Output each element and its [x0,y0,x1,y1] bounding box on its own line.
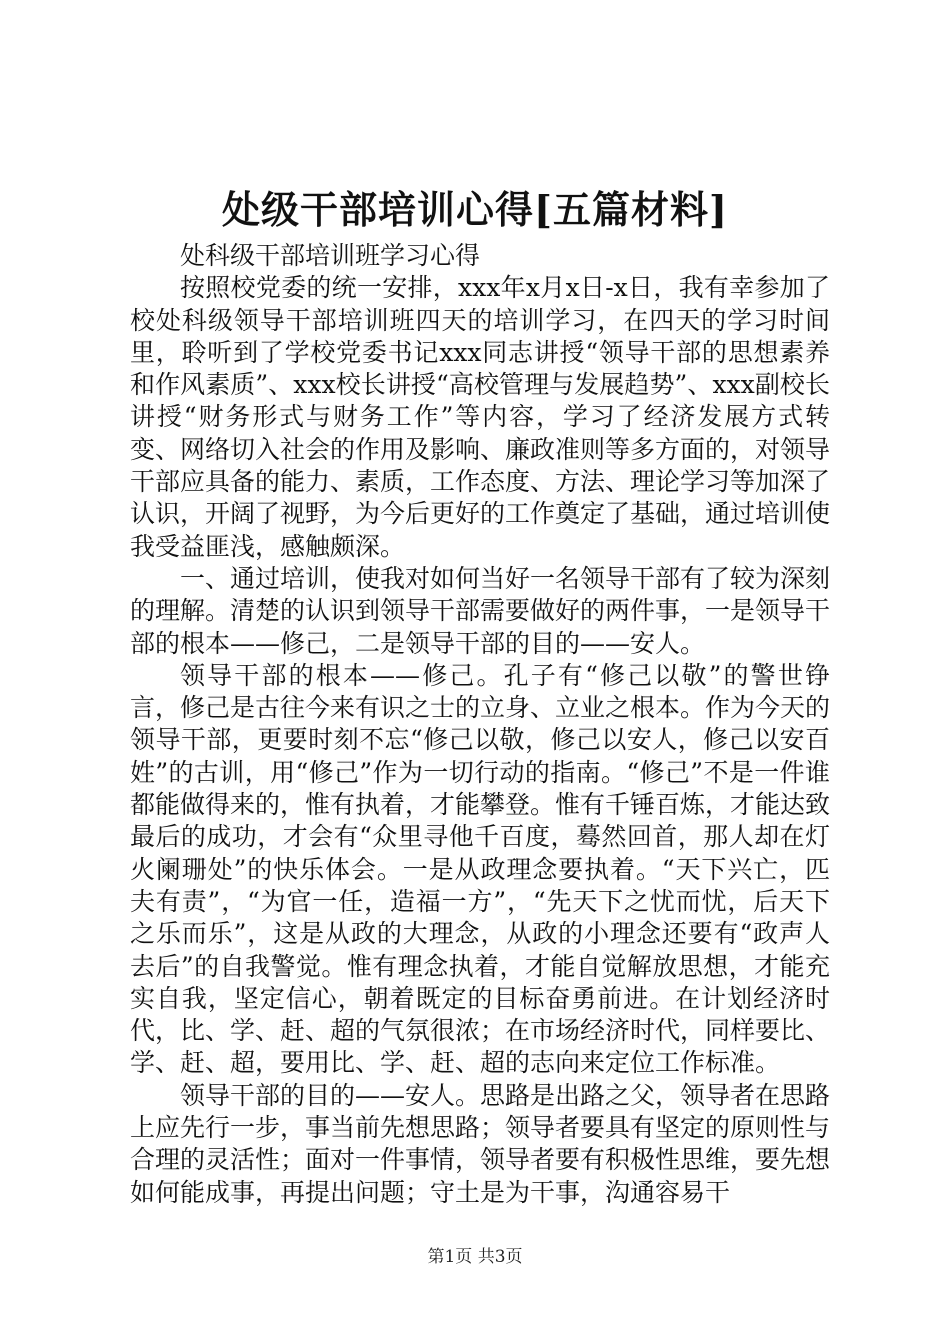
page-number-footer: 第1页 共3页 [427,1247,523,1267]
paragraph-subtitle: 处科级干部培训班学习心得 [180,241,481,270]
paragraph-self-cultivation: 领导干部的根本——修己。孔子有“修己以敬”的警世铮言，修己是古往今来有识之士的立身、立业之根本。作为今天的领导干部，更要时刻不忘“修己以敬，修己以安人，修己以安百姓”的古训，用“修己”作为一切行动的指南。“修己”不是一件谁都能做得来的，惟有执着，才能攀登。惟有千锤百炼，才能达致最后的成功，才会有“众里寻他千百度，蓦然回首，那人却在灯火阑珊处”的快乐体会。一是从政理念要执着。“天下兴亡，匹夫有责”，“为官一任，造福一方”，“先天下之忧而忧，后天下之乐而乐”，这是从政的大理念，从政的小理念还要有“政声人去后”的自我警觉。惟有理念执着，才能自觉解放思想，才能充实自我，坚定信心，朝着既定的目标奋勇前进。在计划经济时代，比、学、赶、超的气氛很浓；在市场经济时代，同样要比、学、赶、超，要用比、学、赶、超的志向来定位工作标准。 [130,660,831,1078]
document-title: 处级干部培训心得[五篇材料] [222,187,728,232]
document-body [130,240,830,1209]
paragraph-section-one: 一、通过培训，使我对如何当好一名领导干部有了较为深刻的理解。清楚的认识到领导干部需要做好的两件事，一是领导干部的根本——修己，二是领导干部的目的——安人。 [130,563,831,658]
paragraph-intro: 按照校党委的统一安排，xxx年x月x日-x日，我有幸参加了校处科级领导干部培训班四天的培训学习，在四天的学习时间里，聆听到了学校党委书记xxx同志讲授“领导干部的思想素养和作风素质”、xxx校长讲授“高校管理与发展趋势”、xxx副校长讲授“财务形式与财务工作”等内容，学习了经济发展方式转变、网络切入社会的作用及影响、廉政准则等多方面的，对领导干部应具备的能力、素质，工作态度、方法、理论学习等加深了认识，开阔了视野，为今后更好的工作奠定了基础，通过培训使我受益匪浅，感触颇深。 [130,273,831,561]
paragraph-purpose: 领导干部的目的——安人。思路是出路之父，领导者在思路上应先行一步，事当前先想思路；领导者要具有坚定的原则性与合理的灵活性；面对一件事情，领导者要有积极性思维，要先想如何能成事，再提出问题；守土是为干事，沟通容易干 [130,1080,831,1207]
